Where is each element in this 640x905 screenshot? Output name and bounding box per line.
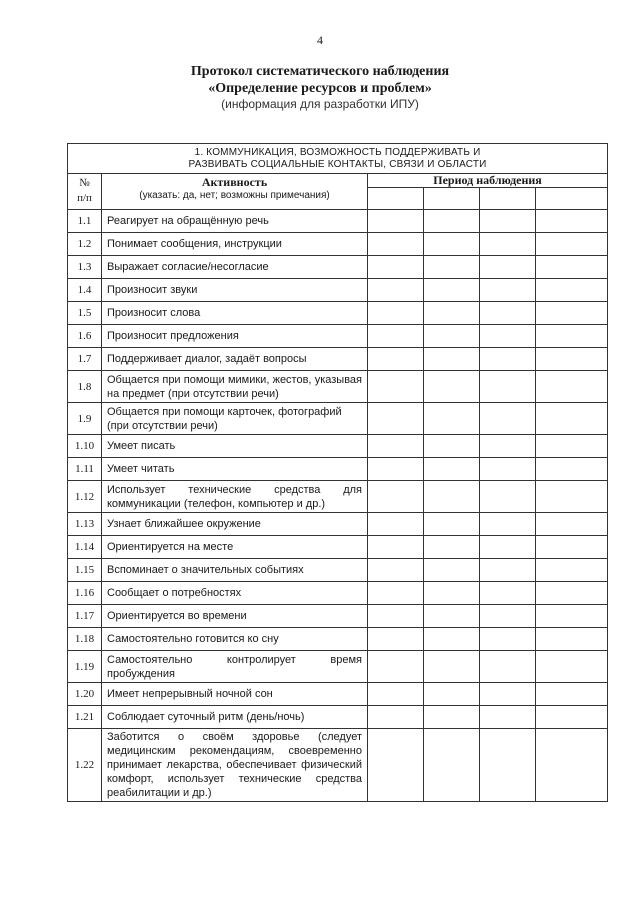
- table-row: [68, 559, 608, 582]
- observation-cell[interactable]: [536, 651, 608, 683]
- observation-cell[interactable]: [424, 559, 480, 582]
- activity-text: Выражает согласие/несогласие: [102, 256, 368, 279]
- observation-cell[interactable]: [368, 325, 424, 348]
- table-row: [68, 651, 608, 683]
- observation-cell[interactable]: [368, 302, 424, 325]
- observation-cell[interactable]: [424, 371, 480, 403]
- observation-cell[interactable]: [480, 536, 536, 559]
- activity-text: Ориентируется во времени: [102, 605, 368, 628]
- observation-cell[interactable]: [368, 582, 424, 605]
- observation-cell[interactable]: [536, 403, 608, 435]
- observation-cell[interactable]: [424, 210, 480, 233]
- table-row: [68, 325, 608, 348]
- table-row: [68, 628, 608, 651]
- row-number: 1.15: [68, 559, 102, 582]
- number-column-header: [68, 174, 102, 210]
- observation-cell[interactable]: [536, 210, 608, 233]
- observation-cell[interactable]: [480, 210, 536, 233]
- observation-cell[interactable]: [480, 683, 536, 706]
- observation-cell[interactable]: [368, 371, 424, 403]
- observation-cell[interactable]: [424, 233, 480, 256]
- observation-cell[interactable]: [424, 513, 480, 536]
- observation-cell[interactable]: [368, 536, 424, 559]
- table-row: [68, 435, 608, 458]
- row-number: 1.13: [68, 513, 102, 536]
- observation-cell[interactable]: [424, 683, 480, 706]
- number-header-line-2: п/п: [77, 192, 92, 204]
- table-row: [68, 302, 608, 325]
- observation-cell[interactable]: [368, 651, 424, 683]
- activity-column-header: [102, 174, 368, 210]
- observation-cell[interactable]: [536, 325, 608, 348]
- row-number: 1.2: [68, 233, 102, 256]
- row-number: 1.18: [68, 628, 102, 651]
- observation-cell[interactable]: [536, 706, 608, 729]
- page-subtitle: (информация для разработки ИПУ): [221, 97, 419, 111]
- row-number: 1.11: [68, 458, 102, 481]
- observation-cell[interactable]: [368, 279, 424, 302]
- observation-cell[interactable]: [480, 302, 536, 325]
- row-number: 1.19: [68, 651, 102, 683]
- observation-cell[interactable]: [536, 582, 608, 605]
- observation-cell[interactable]: [424, 256, 480, 279]
- observation-cell[interactable]: [424, 582, 480, 605]
- table-row: [68, 513, 608, 536]
- period-cell[interactable]: [536, 187, 608, 209]
- activity-text: Самостоятельно готовится ко сну: [102, 628, 368, 651]
- observation-cell[interactable]: [368, 729, 424, 802]
- observation-cell[interactable]: [536, 536, 608, 559]
- observation-cell[interactable]: [368, 458, 424, 481]
- table-row: [68, 683, 608, 706]
- section-header-line-1: 1. КОММУНИКАЦИЯ, ВОЗМОЖНОСТЬ ПОДДЕРЖИВАТЬ И: [194, 146, 481, 158]
- observation-cell[interactable]: [480, 403, 536, 435]
- observation-cell[interactable]: [480, 706, 536, 729]
- row-number: 1.8: [68, 371, 102, 403]
- activity-text: Соблюдает суточный ритм (день/ночь): [102, 706, 368, 729]
- period-cell[interactable]: [368, 187, 424, 209]
- observation-cell[interactable]: [424, 279, 480, 302]
- observation-cell[interactable]: [536, 435, 608, 458]
- observation-cell[interactable]: [368, 683, 424, 706]
- observation-cell[interactable]: [368, 233, 424, 256]
- observation-cell[interactable]: [424, 605, 480, 628]
- observation-cell[interactable]: [480, 325, 536, 348]
- observation-cell[interactable]: [368, 256, 424, 279]
- row-number: 1.17: [68, 605, 102, 628]
- observation-cell[interactable]: [424, 435, 480, 458]
- activity-text: Поддерживает диалог, задаёт вопросы: [102, 348, 368, 371]
- section-header-row: [68, 144, 608, 174]
- observation-cell[interactable]: [480, 256, 536, 279]
- row-number: 1.16: [68, 582, 102, 605]
- page-number: 4: [317, 33, 323, 47]
- observation-cell[interactable]: [424, 706, 480, 729]
- observation-cell[interactable]: [536, 683, 608, 706]
- row-number: 1.14: [68, 536, 102, 559]
- table-row: [68, 256, 608, 279]
- observation-cell[interactable]: [480, 435, 536, 458]
- row-number: 1.9: [68, 403, 102, 435]
- observation-cell[interactable]: [536, 302, 608, 325]
- table-row: [68, 403, 608, 435]
- observation-cell[interactable]: [536, 729, 608, 802]
- observation-cell[interactable]: [480, 582, 536, 605]
- observation-cell[interactable]: [368, 348, 424, 371]
- table-row: [68, 279, 608, 302]
- table-row: [68, 210, 608, 233]
- observation-cell[interactable]: [424, 403, 480, 435]
- observation-cell[interactable]: [368, 605, 424, 628]
- activity-text: Заботится о своём здоровье (следует медицинским рекомендациям, своевременно принимает лекарства, обеспечивает физический комфорт, использует технические средства реабилитации и др.): [102, 729, 368, 802]
- table-row: [68, 605, 608, 628]
- observation-cell[interactable]: [368, 403, 424, 435]
- section-header-line-2: РАЗВИВАТЬ СОЦИАЛЬНЫЕ КОНТАКТЫ, СВЯЗИ И ОБЛАСТИ: [188, 158, 487, 170]
- observation-cell[interactable]: [424, 729, 480, 802]
- row-number: 1.6: [68, 325, 102, 348]
- observation-cell[interactable]: [480, 559, 536, 582]
- table-row: [68, 536, 608, 559]
- activity-text: Умеет читать: [102, 458, 368, 481]
- period-column-header: Период наблюдения: [368, 174, 608, 188]
- title-line-2: «Определение ресурсов и проблем»: [208, 81, 432, 96]
- column-header-row: [68, 174, 608, 188]
- observation-cell[interactable]: [536, 513, 608, 536]
- observation-cell[interactable]: [536, 458, 608, 481]
- activity-header-note: (указать: да, нет; возможны примечания): [139, 190, 330, 201]
- section-header: [68, 144, 608, 174]
- row-number: 1.3: [68, 256, 102, 279]
- observation-cell[interactable]: [368, 210, 424, 233]
- observation-cell[interactable]: [480, 729, 536, 802]
- row-number: 1.20: [68, 683, 102, 706]
- observation-cell[interactable]: [536, 233, 608, 256]
- table-row: [68, 729, 608, 802]
- observation-cell[interactable]: [424, 536, 480, 559]
- activity-text: Понимает сообщения, инструкции: [102, 233, 368, 256]
- observation-cell[interactable]: [480, 458, 536, 481]
- row-number: 1.12: [68, 481, 102, 513]
- observation-cell[interactable]: [480, 605, 536, 628]
- observation-table: [67, 143, 608, 802]
- observation-cell[interactable]: [368, 481, 424, 513]
- observation-cell[interactable]: [424, 348, 480, 371]
- observation-cell[interactable]: [424, 302, 480, 325]
- observation-cell[interactable]: [480, 628, 536, 651]
- table-body: [68, 210, 608, 802]
- observation-cell[interactable]: [424, 325, 480, 348]
- observation-cell[interactable]: [424, 458, 480, 481]
- row-number: 1.21: [68, 706, 102, 729]
- title-line-1: Протокол систематического наблюдения: [190, 64, 450, 79]
- activity-text: Ориентируется на месте: [102, 536, 368, 559]
- activity-text: Реагирует на обращённую речь: [102, 210, 368, 233]
- row-number: 1.1: [68, 210, 102, 233]
- activity-text: Общается при помощи мимики, жестов, указывая на предмет (при отсутствии речи): [102, 371, 368, 403]
- observation-cell[interactable]: [424, 481, 480, 513]
- observation-cell[interactable]: [368, 559, 424, 582]
- row-number: 1.22: [68, 729, 102, 802]
- table-row: [68, 458, 608, 481]
- table-row: [68, 371, 608, 403]
- activity-text: Произносит предложения: [102, 325, 368, 348]
- observation-cell[interactable]: [536, 628, 608, 651]
- table-row: [68, 481, 608, 513]
- observation-cell[interactable]: [424, 651, 480, 683]
- number-header-line-1: №: [79, 177, 90, 189]
- page-title: [0, 63, 640, 97]
- activity-text: Произносит слова: [102, 302, 368, 325]
- period-cell[interactable]: [424, 187, 480, 209]
- observation-cell[interactable]: [536, 371, 608, 403]
- observation-cell[interactable]: [536, 348, 608, 371]
- activity-header-title: Активность: [201, 175, 268, 189]
- observation-cell[interactable]: [536, 256, 608, 279]
- table-row: [68, 233, 608, 256]
- observation-cell[interactable]: [536, 559, 608, 582]
- table-row: [68, 706, 608, 729]
- observation-cell[interactable]: [480, 513, 536, 536]
- activity-text: Сообщает о потребностях: [102, 582, 368, 605]
- observation-cell[interactable]: [480, 481, 536, 513]
- observation-cell[interactable]: [536, 605, 608, 628]
- activity-text: Имеет непрерывный ночной сон: [102, 683, 368, 706]
- activity-text: Произносит звуки: [102, 279, 368, 302]
- observation-cell[interactable]: [368, 435, 424, 458]
- activity-text: Умеет писать: [102, 435, 368, 458]
- activity-text: Узнает ближайшее окружение: [102, 513, 368, 536]
- observation-cell[interactable]: [480, 371, 536, 403]
- observation-cell[interactable]: [536, 279, 608, 302]
- observation-cell[interactable]: [480, 279, 536, 302]
- table-row: [68, 348, 608, 371]
- observation-cell[interactable]: [480, 233, 536, 256]
- observation-cell[interactable]: [536, 481, 608, 513]
- activity-text: Самостоятельно контролирует время пробуждения: [102, 651, 368, 683]
- row-number: 1.7: [68, 348, 102, 371]
- observation-cell[interactable]: [368, 706, 424, 729]
- row-number: 1.5: [68, 302, 102, 325]
- observation-cell[interactable]: [480, 348, 536, 371]
- observation-cell[interactable]: [480, 651, 536, 683]
- activity-text: Общается при помощи карточек, фотографий (при отсутствии речи): [102, 403, 368, 435]
- activity-text: Использует технические средства для коммуникации (телефон, компьютер и др.): [102, 481, 368, 513]
- period-cell[interactable]: [480, 187, 536, 209]
- activity-text: Вспоминает о значительных событиях: [102, 559, 368, 582]
- table-row: [68, 582, 608, 605]
- observation-cell[interactable]: [368, 628, 424, 651]
- observation-cell[interactable]: [424, 628, 480, 651]
- observation-cell[interactable]: [368, 513, 424, 536]
- row-number: 1.10: [68, 435, 102, 458]
- row-number: 1.4: [68, 279, 102, 302]
